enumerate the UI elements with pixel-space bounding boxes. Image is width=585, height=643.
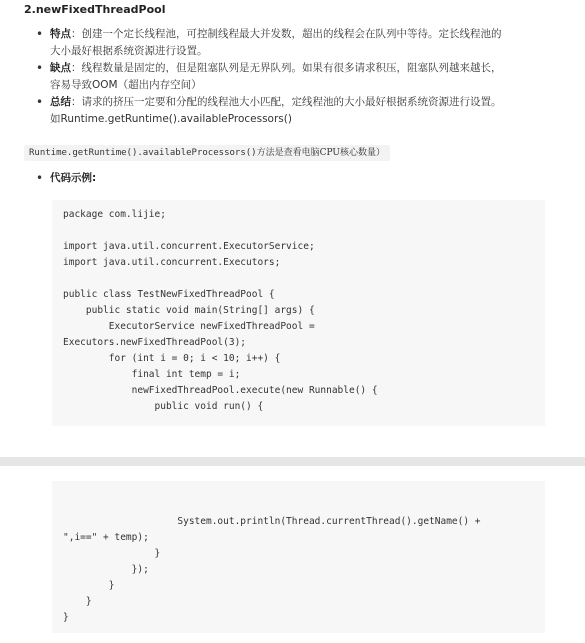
code-line: }	[63, 612, 69, 623]
code-line: System.out.println(Thread.currentThread().getName() +	[63, 516, 481, 527]
item-label: 缺点	[50, 62, 71, 74]
code-line: });	[63, 564, 149, 575]
code-line: package com.lijie;	[63, 209, 166, 220]
item-label: 总结	[50, 96, 71, 108]
code-line: ",i==" + temp);	[63, 532, 149, 543]
code-line: Executors.newFixedThreadPool(3);	[63, 337, 247, 348]
item-text: 请求的挤压一定要和分配的线程池大小匹配，定线程池的大小最好根据系统资源进行设置。	[81, 96, 502, 108]
code-line: }	[63, 580, 115, 591]
code-line: final int temp = i;	[63, 369, 241, 380]
code-line: public class TestNewFixedThreadPool {	[63, 289, 275, 300]
section-heading: 2.newFixedThreadPool	[24, 3, 166, 16]
item-text: 大小最好根据系统资源进行设置。	[50, 45, 208, 57]
code-block-continued	[52, 481, 545, 633]
item-text: 创建一个定长线程池，可控制线程最大并发数，超出的线程会在队列中等待。定长线程池的	[81, 28, 502, 40]
code-line: import java.util.concurrent.Executors;	[63, 257, 281, 268]
inline-code-note: 方法是查看电脑CPU核心数量）	[256, 148, 385, 158]
list-item-drawback: • 缺点：线程数量是固定的，但是阻塞队列是无界队列。如果有很多请求积压，阻塞队列越来越长， 容易导致OOM（超出内存空间）	[36, 60, 556, 94]
list-item-summary: • 总结：请求的挤压一定要和分配的线程池大小匹配，定线程池的大小最好根据系统资源进行设置。 如Runtime.getRuntime().availableProcessors()	[36, 94, 556, 128]
item-text: 如Runtime.getRuntime().availableProcessors()	[50, 113, 292, 125]
feature-list	[36, 26, 556, 128]
code-line: for (int i = 0; i < 10; i++) {	[63, 353, 281, 364]
code-line: }	[63, 596, 92, 607]
inline-code-snippet	[24, 145, 390, 161]
item-text: 线程数量是固定的，但是阻塞队列是无界队列。如果有很多请求积压，阻塞队列越来越长，	[81, 62, 502, 74]
page-separator	[0, 457, 585, 466]
code-line: public static void main(String[] args) {	[63, 305, 315, 316]
item-text: 容易导致OOM（超出内存空间）	[50, 79, 202, 91]
code-example-heading: • 代码示例:	[36, 170, 96, 187]
code-block	[52, 200, 545, 426]
code-line: import java.util.concurrent.ExecutorService;	[63, 241, 315, 252]
item-label: 特点	[50, 28, 71, 40]
code-line: }	[63, 548, 161, 559]
inline-code-text: Runtime.getRuntime().availableProcessors()	[29, 148, 257, 158]
code-line: ExecutorService newFixedThreadPool =	[63, 321, 315, 332]
code-line: newFixedThreadPool.execute(new Runnable() {	[63, 385, 378, 396]
list-item-feature: • 特点：创建一个定长线程池，可控制线程最大并发数，超出的线程会在队列中等待。定长线程池的 大小最好根据系统资源进行设置。	[36, 26, 556, 60]
document-page-2	[0, 466, 585, 643]
code-line: public void run() {	[63, 401, 264, 412]
